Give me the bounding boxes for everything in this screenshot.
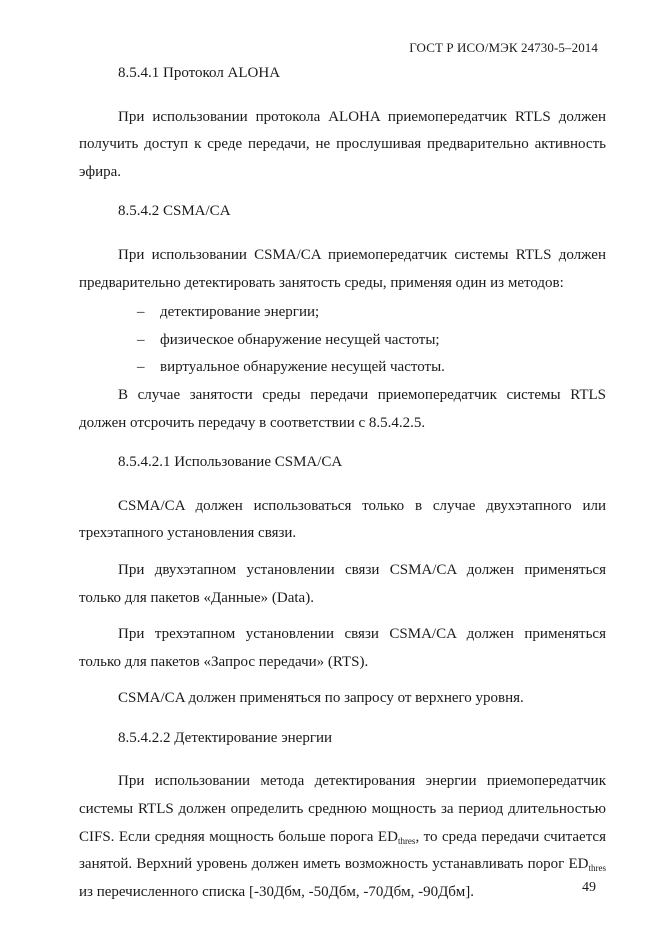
- section-heading-8-5-4-2-2: 8.5.4.2.2 Детектирование энергии: [118, 729, 333, 746]
- subscript-thres: thres: [588, 863, 606, 874]
- list-item: [79, 299, 606, 327]
- section-heading-8-5-4-2-1: 8.5.4.2.1 Использование CSMA/CA: [118, 454, 343, 471]
- list-item: [79, 354, 606, 382]
- paragraph-text-part: При использовании метода детектирования энергии приемопередатчик системы RTLS должен определить среднюю мощность за период длительностью CIFS. Если средняя мощность больше порога ED: [79, 773, 606, 845]
- dash-bullet: –: [137, 359, 145, 376]
- document-header: ГОСТ Р ИСО/МЭК 24730-5–2014: [409, 40, 598, 55]
- paragraph-text-part: из перечисленного списка [-30Дбм, -50Дбм, -70Дбм, -90Дбм].: [79, 883, 475, 900]
- dash-bullet: –: [137, 331, 145, 348]
- method-list: [79, 299, 606, 382]
- section-heading-8-5-4-1: 8.5.4.1 Протокол ALOHA: [118, 65, 281, 81]
- dash-bullet: –: [137, 304, 145, 321]
- paragraph: CSMA/CA должен использоваться только в случае двухэтапного или трехэтапного установления связи.: [79, 497, 606, 542]
- list-item-text: виртуальное обнаружение несущей частоты.: [160, 359, 445, 376]
- paragraph-energy-detection: [79, 768, 606, 906]
- page-number: 49: [582, 880, 596, 895]
- paragraph-text-part: , то среда передачи считается занятой. Верхний уровень должен иметь возможность устанавливать порог ED: [79, 828, 606, 873]
- subscript-thres: thres: [397, 835, 416, 846]
- paragraph: При трехэтапном установлении связи CSMA/CA должен применяться только для пакетов «Запрос передачи» (RTS).: [79, 626, 606, 670]
- document-body: [79, 60, 606, 915]
- list-item-text: детектирование энергии;: [160, 304, 320, 321]
- list-item-text: физическое обнаружение несущей частоты;: [160, 331, 440, 348]
- paragraph: При использовании протокола ALOHA приемопередатчик RTLS должен получить доступ к среде передачи, не прослушивая предварительно активность эфира.: [79, 108, 606, 180]
- section-heading-8-5-4-2: 8.5.4.2 CSMA/CA: [118, 203, 231, 220]
- paragraph: В случае занятости среды передачи приемопередатчик системы RTLS должен отсрочить передачу в соответствии с 8.5.4.2.5.: [79, 386, 606, 431]
- list-item: [79, 327, 606, 355]
- paragraph: При двухэтапном установлении связи CSMA/CA должен применяться только для пакетов «Данные» (Data).: [79, 561, 606, 606]
- paragraph: При использовании CSMA/CA приемопередатчик системы RTLS должен предварительно детектировать занятость среды, применяя один из методов:: [79, 246, 606, 291]
- paragraph: CSMA/CA должен применяться по запросу от верхнего уровня.: [118, 690, 524, 707]
